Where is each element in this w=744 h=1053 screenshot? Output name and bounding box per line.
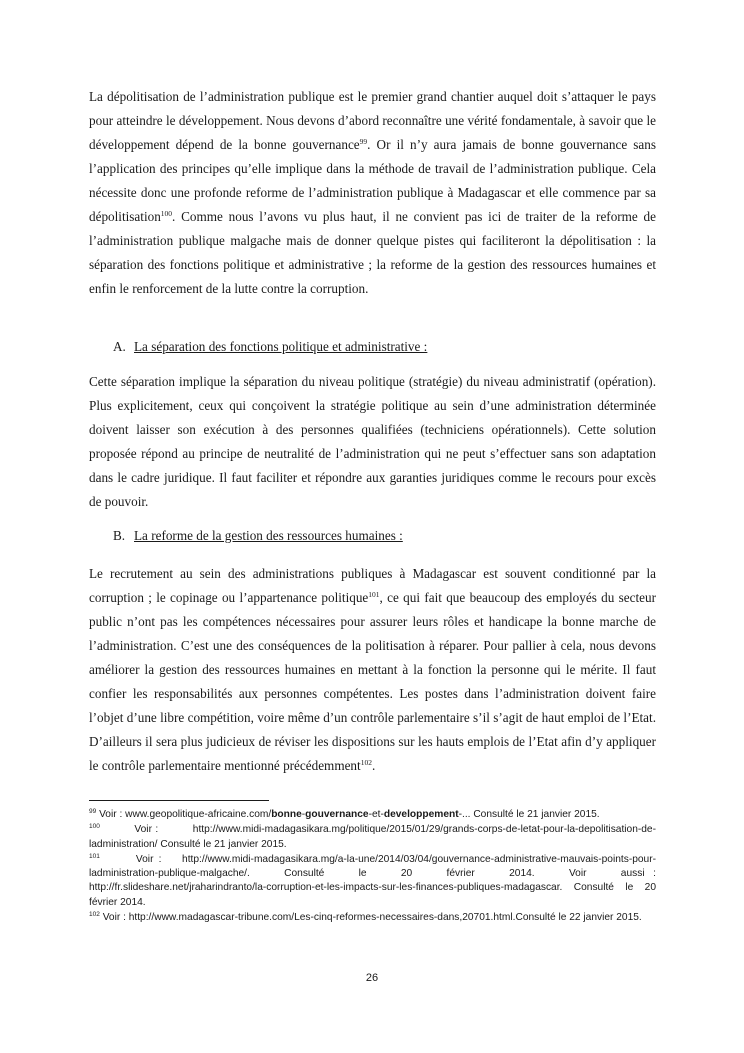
- paragraph-recrutement: Le recrutement au sein des administrations publiques à Madagascar est souvent conditionné par la corruption ; le copinage ou l’appartenance politique$^{101}$, ce qui fait que beaucoup des employés du secteur public n’ont pas les compétences nécessaires pour assurer leurs rôles et handicape la bonne marche de l’administration. C’est une des conséquences de la politisation à réparer. Pour pallier à cela, nous devons améliorer la gestion des ressources humaines en mettant à la fonction la personne qui le mérite. Il faut confier les responsabilités aux personnes compétentes. Les postes dans l’administration doivent faire l’objet d’une libre compétition, voire même d’un contrôle parlementaire s’il s’agit de haut emploi de l’Etat. D’ailleurs il sera plus judicieux de réviser les dispositions sur les hauts emplois de l’Etat afin d’y appliquer le contrôle parlementaire mentionné précédemment$^{102}$.: [89, 566, 656, 773]
- footnote-link-100[interactable]: Voir : http://www.midi-madagasikara.mg/politique/2015/01/29/grands-corps-de-letat-pour-la-depolitisation-de-ladministration/ Consulté le 21 janvier 2015.: [89, 824, 656, 850]
- footnote-ref-102[interactable]: 102: [360, 758, 372, 767]
- section-number-a: A.: [113, 339, 126, 354]
- section-number-b: B.: [113, 528, 126, 543]
- section-title-b: La reforme de la gestion des ressources humaines :: [134, 528, 403, 543]
- section-heading-a: [113, 337, 427, 357]
- footnote-ref-101[interactable]: 101: [368, 590, 380, 599]
- footnotes: [89, 808, 659, 926]
- paragraph-depolitisation: La dépolitisation de l’administration publique est le premier grand chantier auquel doit s’attaquer le pays pour atteindre le développement. Nous devons d’abord reconnaître une vérité fondamentale, à savoir que le développement dépend de la bonne gouvernance$^{99}$. Or il n’y aura jamais de bonne gouvernance sans l’application des principes qu’elle implique dans la méthode de travail de l’administration publique. Cela nécessite donc une profonde reforme de l’administration publique à Madagascar et elle commence par sa dépolitisation$^{100}$. Comme nous l’avons vu plus haut, il ne convient pas ici de traiter de la reforme de l’administration publique malgache mais de donner quelque pistes qui faciliteront la dépolitisation : la séparation des fonctions politique et administrative ; la reforme de la gestion des ressources humaines et enfin le renforcement de la lutte contre la corruption.: [89, 89, 656, 296]
- footnote-102: $^{102}$ Voir : http://www.madagascar-tribune.com/Les-cinq-reformes-necessaires-dans,20701.html.Consulté le 22 janvier 2015.: [89, 911, 642, 924]
- footnote-link-101[interactable]: Voir : http://www.midi-madagasikara.mg/a-la-une/2014/03/04/gouvernance-administrative-mauvais-points-pour-ladministration-publique-malgache/. Consulté le 20 février 2014. Voir aussi : http://fr.slideshare.net/jraharindranto/la-corruption-et-les-impacts-sur-les-finances-publiques-madagascar. Consulté le 20 février 2014.: [89, 853, 659, 908]
- footnote-ref-99[interactable]: 99: [359, 137, 368, 146]
- footnote-ref-100[interactable]: 100: [160, 209, 173, 218]
- footnote-separator: [89, 800, 269, 801]
- section-heading-b: [113, 526, 403, 546]
- footnote-99: $^{99}$ Voir : www.geopolitique-africaine.com/bonne-gouvernance-et-developpement-... Consulté le 21 janvier 2015.: [89, 808, 600, 820]
- paragraph-separation: Cette séparation implique la séparation du niveau politique (stratégie) du niveau administratif (opération). Plus explicitement, ceux qui conçoivent la stratégie politique au sein d’une administration déterminée doivent laisser son exécution à des personnes qualifiées (techniciens opérationnels). Cette solution proposée répond au principe de neutralité de l’administration qui ne peut s’effectuer sans son adaptation dans le cadre juridique. Il faut faciliter et répondre aux garanties juridiques comme le recours pour excès de pouvoir.: [89, 374, 656, 509]
- page-number: 26: [365, 972, 379, 984]
- footnote-101: $^{101}$ Voir : http://www.midi-madagasikara.mg/a-la-une/2014/03/04/gouvernance-administrative-mauvais-points-pour-ladministration-publique-malgache/. Consulté le 20 février 2014. Voir aussi : http://fr.slideshare.net/jraharindranto/la-corruption-et-les-impacts-sur-les-finances-publiques-madagascar. Consulté le 20 février 2014.: [89, 852, 659, 908]
- footnote-link-102[interactable]: Voir : http://www.madagascar-tribune.com/Les-cinq-reformes-necessaires-dans,20701.html.Consulté le 22 janvier 2015.: [99, 912, 642, 924]
- section-title-a: La séparation des fonctions politique et administrative :: [134, 339, 428, 354]
- footnote-link-99[interactable]: Voir : www.geopolitique-africaine.com/: [96, 809, 272, 820]
- footnote-100: $^{100}$ Voir : http://www.midi-madagasikara.mg/politique/2015/01/29/grands-corps-de-letat-pour-la-depolitisation-de-ladministration/ Consulté le 21 janvier 2015.: [89, 823, 656, 850]
